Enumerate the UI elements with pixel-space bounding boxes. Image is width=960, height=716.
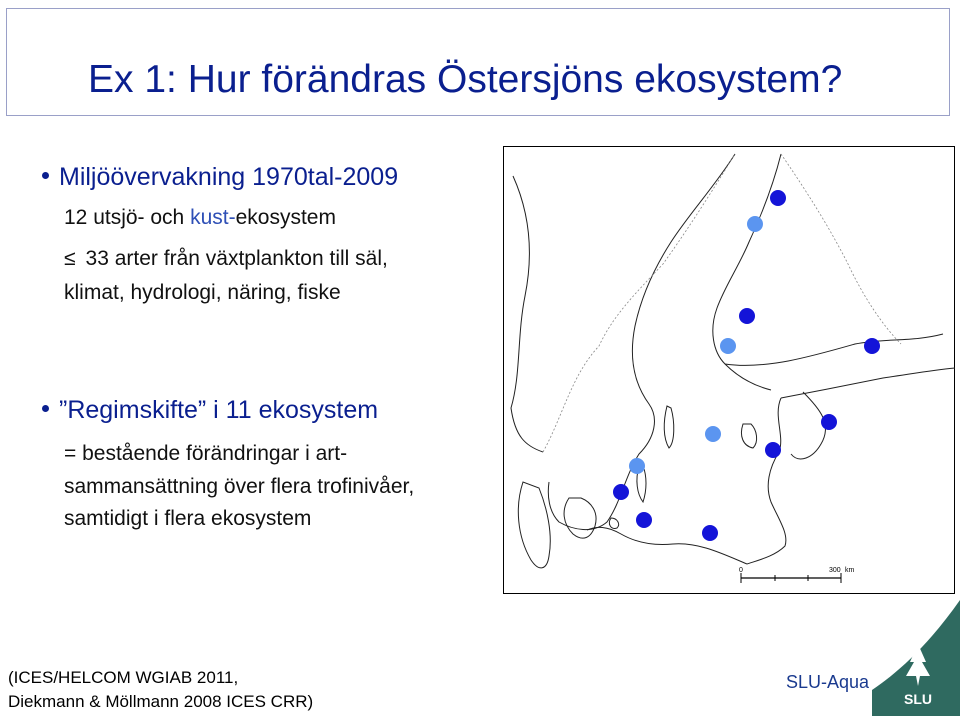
leq-symbol: ≤ (64, 247, 76, 270)
ecosystem-count-line (64, 206, 336, 230)
species-line (64, 247, 388, 271)
station-central-baltic (765, 442, 781, 458)
station-gulf-of-finland (864, 338, 880, 354)
scale-end: 300 (829, 567, 841, 574)
station-bothnian-sea (739, 308, 755, 324)
definition-line-3: samtidigt i flera ekosystem (64, 507, 312, 530)
slide-title: Ex 1: Hur förändras Östersjöns ekosystem? (88, 58, 843, 101)
logo-text: SLU (904, 691, 932, 707)
station-coastal-kattegat (629, 458, 645, 474)
slu-logo (872, 600, 960, 716)
scale-start: 0 (739, 567, 743, 574)
station-bornholm (613, 484, 629, 500)
station-coastal-bothnian-bay (747, 216, 763, 232)
species-text: 33 arter från växtplankton till säl, (85, 247, 388, 270)
drivers-line: klimat, hydrologi, näring, fiske (64, 281, 341, 304)
citation-line-1: (ICES/HELCOM WGIAB 2011, (8, 668, 239, 687)
bullet-monitoring (42, 163, 398, 192)
bullet-monitoring-heading: Miljöövervakning 1970tal-2009 (59, 163, 399, 191)
bullet-dot (42, 172, 49, 179)
coastal-highlight: kust- (190, 206, 236, 229)
baltic-sea-map (503, 146, 955, 594)
definition-line-2: sammansättning över flera trofinivåer, (64, 475, 415, 498)
org-label: SLU-Aqua (786, 672, 870, 692)
ecosystem-count-suffix: ekosystem (235, 206, 336, 229)
bullet-regime-heading: ”Regimskifte” i 11 ekosystem (59, 396, 379, 424)
station-gulf-of-riga (821, 414, 837, 430)
citation-line-2: Diekmann & Möllmann 2008 ICES CRR) (8, 692, 314, 711)
bullet-dot (42, 405, 49, 412)
station-bothnian-bay (770, 190, 786, 206)
ecosystem-count-prefix: 12 utsjö- och (64, 206, 191, 229)
station-arkona (636, 512, 652, 528)
station-coastal-archipelago (705, 426, 721, 442)
station-coastal-bothnian-sea (720, 338, 736, 354)
map-frame (504, 147, 955, 594)
bullet-regime-shift (42, 396, 378, 425)
definition-line-1: = bestående förändringar i art- (64, 442, 348, 465)
station-gdansk (702, 525, 718, 541)
scale-unit: km (845, 567, 855, 574)
